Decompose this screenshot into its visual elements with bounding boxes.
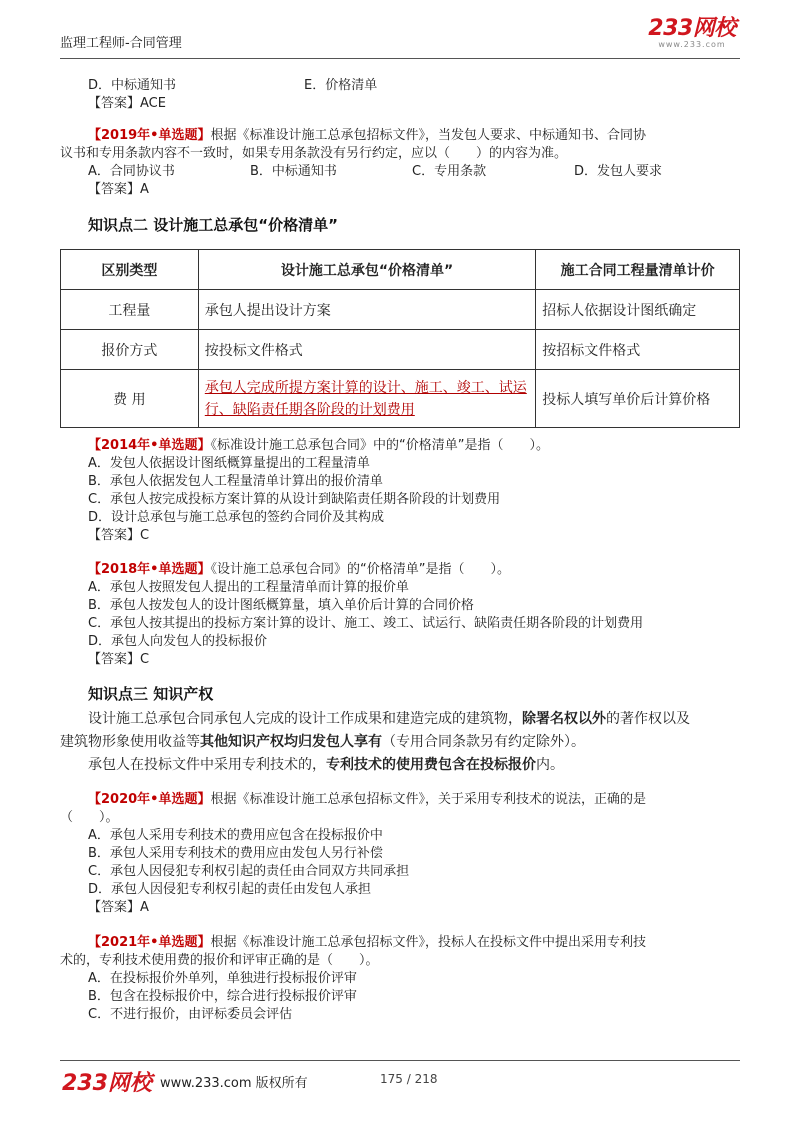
table-header-cell: 施工合同工程量清单计价 xyxy=(536,250,740,290)
answer: 【答案】A xyxy=(88,900,149,915)
option-a: A．承包人按照发包人提出的工程量清单而计算的报价单 xyxy=(88,580,409,595)
option-c: C．不进行报价，由评标委员会评估 xyxy=(88,1007,293,1022)
logo-subtext: www.233.com xyxy=(658,40,726,49)
question-text: 根据《标准设计施工总承包招标文件》，投标人在投标文件中提出采用专利技 xyxy=(210,935,647,950)
paragraph-text: 内。 xyxy=(536,757,564,773)
option-d: D．承包人向发包人的投标报价 xyxy=(88,634,268,649)
section-title: 知识点三 知识产权 xyxy=(88,685,214,703)
table-row xyxy=(61,370,740,428)
paragraph-text: 承包人在投标文件中采用专利技术的， xyxy=(88,757,326,773)
footer-logo: 233网校 xyxy=(62,1071,152,1096)
table-cell: 投标人填写单价后计算价格 xyxy=(536,370,740,428)
paragraph-line xyxy=(60,731,585,753)
option-b: B．承包人依据发包人工程量清单计算出的报价清单 xyxy=(88,474,383,489)
table-cell-highlight xyxy=(198,370,536,428)
option-c: C．承包人因侵犯专利权引起的责任由合同双方共同承担 xyxy=(88,864,410,879)
question-2021 xyxy=(88,934,646,952)
option-d: D．设计总承包与施工总承包的签约合同价及其构成 xyxy=(88,510,385,525)
logo-text: 233网校 xyxy=(648,16,736,41)
question-text-cont: 议书和专用条款内容不一致时，如果专用条款没有另行约定，应以（ ）的内容为准。 xyxy=(60,146,568,161)
highlighted-text: 承包人完成所提方案计算的设计、施工、竣工、试运行、缺陷责任期各阶段的计划费用 xyxy=(204,379,527,418)
option-b: B．包含在投标报价中，综合进行投标报价评审 xyxy=(88,989,357,1004)
answer: 【答案】ACE xyxy=(88,96,166,111)
option-c: C．专用条款 xyxy=(412,164,487,179)
emphasis-text: 除署名权以外 xyxy=(522,711,606,727)
option-d: D．承包人因侵犯专利权引起的责任由发包人承担 xyxy=(88,882,372,897)
comparison-table xyxy=(60,249,740,428)
option-c: C．承包人按完成投标方案计算的从设计到缺陷责任期各阶段的计划费用 xyxy=(88,492,501,507)
question-2019 xyxy=(88,127,646,145)
answer: 【答案】C xyxy=(88,652,150,667)
option-e: E．价格清单 xyxy=(304,78,378,93)
page-number: 175 / 218 xyxy=(380,1072,438,1086)
question-2018 xyxy=(88,561,510,579)
answer: 【答案】C xyxy=(88,528,150,543)
option-d: D．中标通知书 xyxy=(88,78,177,93)
header-divider xyxy=(60,58,740,59)
option-a: A．在投标报价外单列，单独进行投标报价评审 xyxy=(88,971,357,986)
paragraph-text: 的著作权以及 xyxy=(606,711,690,727)
footer-copyright: www.233.com 版权所有 xyxy=(160,1076,308,1091)
question-text: 根据《标准设计施工总承包招标文件》，当发包人要求、中标通知书、合同协 xyxy=(210,128,647,143)
question-tag: 【2018年•单选题】 xyxy=(88,562,211,577)
page-footer xyxy=(60,1060,740,1110)
table-cell: 按招标文件格式 xyxy=(536,330,740,370)
table-cell: 费 用 xyxy=(61,370,199,428)
paragraph-text: （专用合同条款另有约定除外）。 xyxy=(382,734,585,750)
question-tag: 【2019年•单选题】 xyxy=(88,128,211,143)
option-b: B．承包人采用专利技术的费用应由发包人另行补偿 xyxy=(88,846,383,861)
emphasis-text: 其他知识产权均归发包人享有 xyxy=(200,734,382,750)
emphasis-text: 专利技术的使用费包含在投标报价 xyxy=(326,757,536,773)
option-b: B．承包人按发包人的设计图纸概算量，填入单价后计算的合同价格 xyxy=(88,598,474,613)
question-tag: 【2021年•单选题】 xyxy=(88,935,211,950)
question-2014 xyxy=(88,437,549,455)
section-title: 知识点二 设计施工总承包“价格清单” xyxy=(88,216,338,234)
option-a: A．承包人采用专利技术的费用应包含在投标报价中 xyxy=(88,828,383,843)
question-2020 xyxy=(88,791,646,809)
table-header-cell: 设计施工总承包“价格清单” xyxy=(198,250,536,290)
answer: 【答案】A xyxy=(88,182,149,197)
question-text-cont: （ ）。 xyxy=(60,810,119,825)
option-a: A．合同协议书 xyxy=(88,164,175,179)
question-text: 《标准设计施工总承包合同》中的“价格清单”是指（ ）。 xyxy=(210,438,549,453)
page-header xyxy=(60,0,740,62)
table-cell: 承包人提出设计方案 xyxy=(198,290,536,330)
header-title: 监理工程师-合同管理 xyxy=(60,36,182,51)
question-tag: 【2020年•单选题】 xyxy=(88,792,211,807)
table-header-cell: 区别类型 xyxy=(61,250,199,290)
table-row xyxy=(61,290,740,330)
table-row xyxy=(61,330,740,370)
paragraph-text: 建筑物形象使用收益等 xyxy=(60,734,200,750)
brand-logo xyxy=(644,18,740,50)
option-d: D．发包人要求 xyxy=(574,164,663,179)
table-cell: 工程量 xyxy=(61,290,199,330)
table-cell: 招标人依据设计图纸确定 xyxy=(536,290,740,330)
paragraph-line xyxy=(88,708,690,730)
table-header-row xyxy=(61,250,740,290)
table-cell: 报价方式 xyxy=(61,330,199,370)
option-c: C．承包人按其提出的投标方案计算的设计、施工、竣工、试运行、缺陷责任期各阶段的计划费用 xyxy=(88,616,644,631)
table-cell: 按投标文件格式 xyxy=(198,330,536,370)
paragraph-text: 设计施工总承包合同承包人完成的设计工作成果和建造完成的建筑物， xyxy=(88,711,522,727)
question-text: 《设计施工总承包合同》的“价格清单”是指（ ）。 xyxy=(210,562,510,577)
question-tag: 【2014年•单选题】 xyxy=(88,438,211,453)
question-text-cont: 术的，专利技术使用费的报价和评审正确的是（ ）。 xyxy=(60,953,379,968)
paragraph-line xyxy=(88,754,564,776)
option-b: B．中标通知书 xyxy=(250,164,337,179)
option-a: A．发包人依据设计图纸概算量提出的工程量清单 xyxy=(88,456,370,471)
footer-divider xyxy=(60,1060,740,1061)
question-text: 根据《标准设计施工总承包招标文件》，关于采用专利技术的说法，正确的是 xyxy=(210,792,647,807)
